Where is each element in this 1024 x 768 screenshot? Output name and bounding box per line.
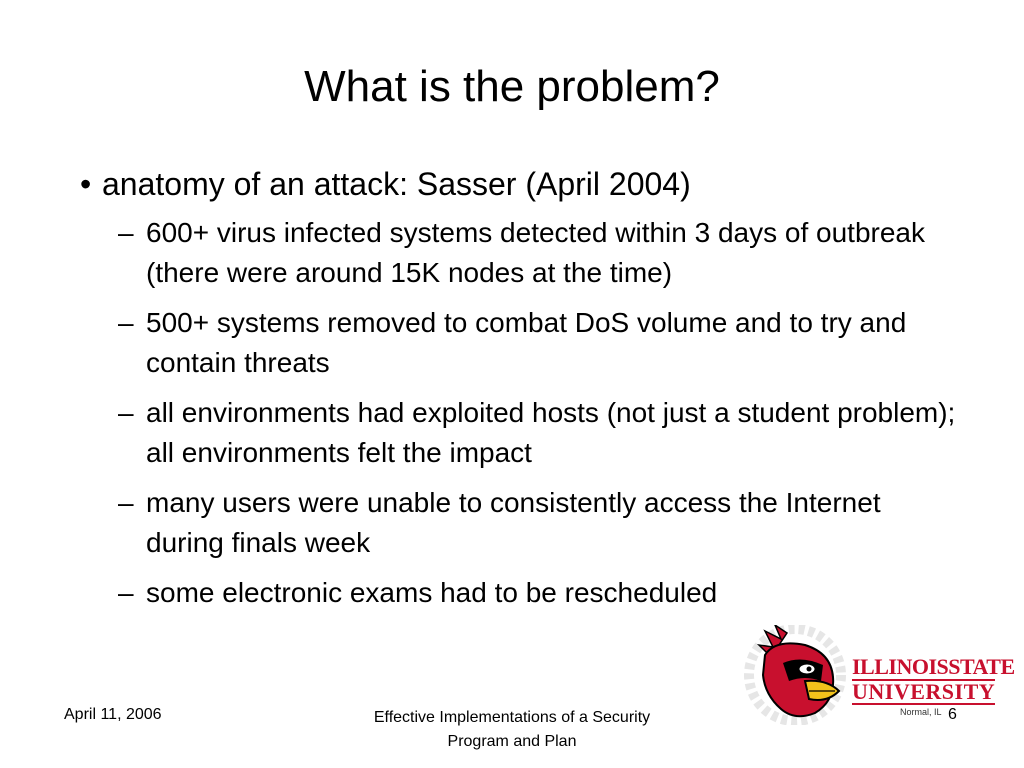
dash-icon: –	[118, 577, 134, 608]
slide-body	[80, 162, 980, 623]
dash-icon: –	[118, 307, 134, 338]
sub-bullet-text: all environments had exploited hosts (not just a student problem); all environments felt the impact	[146, 397, 956, 468]
sub-bullet-text: many users were unable to consistently access the Internet during finals week	[146, 487, 881, 558]
sub-bullet-item	[118, 483, 956, 563]
sub-bullet-list	[80, 213, 980, 613]
sub-bullet-item	[118, 213, 956, 293]
bullet-text: anatomy of an attack: Sasser (April 2004)	[102, 166, 691, 202]
slide-title: What is the problem?	[304, 62, 720, 111]
dash-icon: –	[118, 217, 134, 248]
logo-location: Normal, IL	[900, 707, 942, 717]
logo-line-1: ILLINOISSTATE	[852, 654, 1015, 679]
logo-line-2: UNIVERSITY	[852, 679, 996, 704]
sub-bullet-text: some electronic exams had to be rescheduled	[146, 577, 718, 608]
footer-date: April 11, 2006	[64, 706, 162, 723]
sub-bullet-item	[118, 303, 956, 383]
bullet-item	[80, 162, 980, 207]
page-number: 6	[948, 706, 957, 723]
dash-icon: –	[118, 397, 134, 428]
bullet-icon: •	[80, 166, 92, 202]
sub-bullet-text: 600+ virus infected systems detected within 3 days of outbreak (there were around 15K nodes at the time)	[146, 217, 925, 288]
sub-bullet-item	[118, 573, 956, 613]
sub-bullet-text: 500+ systems removed to combat DoS volume and to try and contain threats	[146, 307, 907, 378]
sub-bullet-item	[118, 393, 956, 473]
footer-title: Effective Implementations of a Security Program and Plan	[373, 709, 651, 750]
university-logo	[852, 654, 1015, 719]
dash-icon: –	[118, 487, 134, 518]
